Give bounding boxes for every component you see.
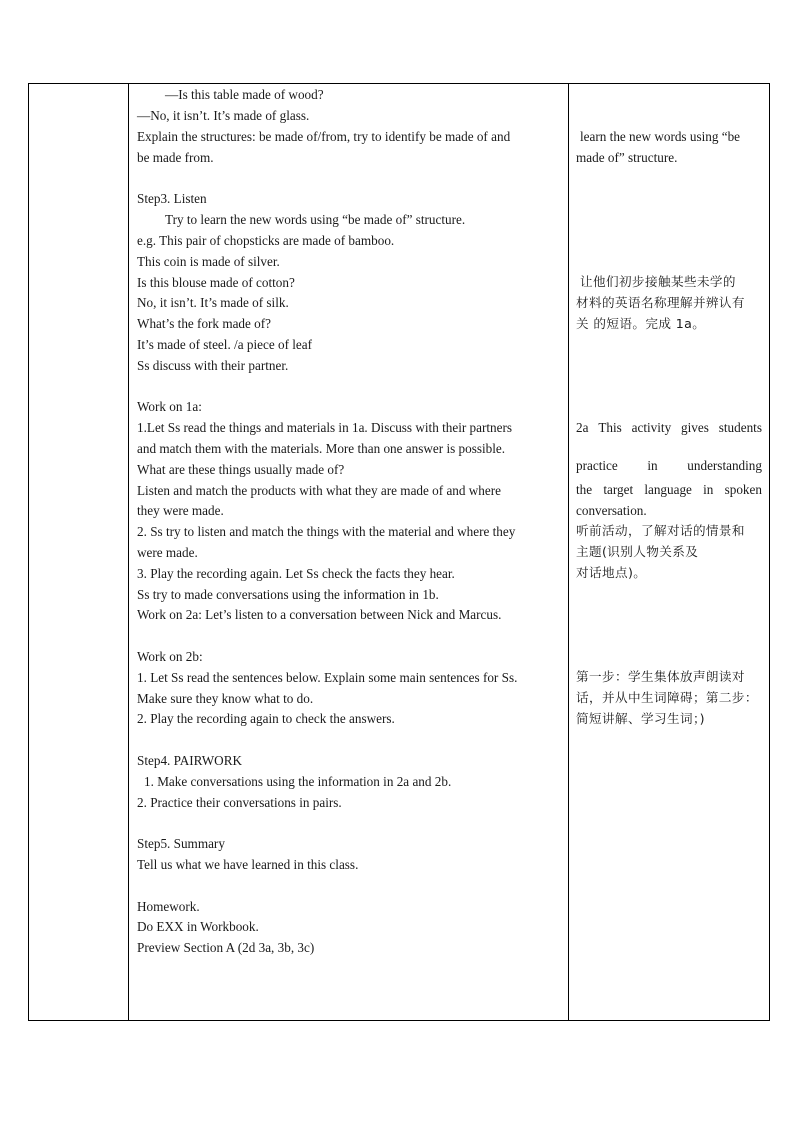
note-line: 关 的短语。完成 1a。: [576, 316, 706, 331]
note-word: practice: [576, 458, 618, 473]
note-word: This: [598, 420, 622, 435]
text-line: What’s the fork made of?: [137, 316, 272, 331]
text-line: Do EXX in Workbook.: [137, 919, 259, 934]
note-word: in: [647, 458, 658, 473]
text-line: Work on 2a: Let’s listen to a conversation between Nick and Marcus.: [137, 607, 502, 622]
text-line: 1.Let Ss read the things and materials in 1a. Discuss with their partners: [137, 420, 513, 435]
text-line: Listen and match the products with what they are made of and where: [137, 483, 501, 498]
note-line: 听前活动，了解对话的情景和: [576, 523, 745, 538]
note-word: in: [703, 482, 714, 497]
note-word: the: [576, 482, 593, 497]
text-line: —No, it isn’t. It’s made of glass.: [137, 108, 310, 123]
note-word: spoken: [724, 482, 762, 497]
text-line: 1. Make conversations using the information in 2a and 2b.: [144, 774, 452, 789]
note-justified-line: [576, 458, 762, 474]
text-line: No, it isn’t. It’s made of silk.: [137, 295, 289, 310]
text-line: Ss discuss with their partner.: [137, 358, 289, 373]
text-line: 3. Play the recording again. Let Ss check the facts they hear.: [137, 566, 455, 581]
text-line: 2. Ss try to listen and match the things with the material and where they: [137, 524, 516, 539]
section-heading: Work on 1a:: [137, 399, 202, 414]
note-line: 材料的英语名称理解并辨认有: [576, 295, 745, 310]
notes-column-cell: [569, 84, 769, 1020]
text-line: Preview Section A (2d 3a, 3b, 3c): [137, 940, 315, 955]
note-word: students: [718, 420, 762, 435]
text-line: —Is this table made of wood?: [165, 87, 324, 102]
note-line: conversation.: [576, 503, 647, 518]
note-justified-line: [576, 482, 762, 498]
note-word: target: [603, 482, 634, 497]
text-line: This coin is made of silver.: [137, 254, 280, 269]
text-line: 1. Let Ss read the sentences below. Explain some main sentences for Ss.: [137, 670, 518, 685]
text-line: they were made.: [137, 503, 224, 518]
lesson-plan-table: [28, 83, 770, 1021]
note-justified-line: [576, 420, 762, 436]
note-line: 对话地点)。: [576, 565, 647, 580]
section-heading: Homework.: [137, 899, 200, 914]
text-line: e.g. This pair of chopsticks are made of bamboo.: [137, 233, 395, 248]
text-line: What are these things usually made of?: [137, 462, 345, 477]
note-word: understanding: [687, 458, 762, 473]
note-line: learn the new words using “be: [580, 129, 741, 144]
note-line: 让他们初步接触某些未学的: [580, 274, 736, 289]
step-heading: Step3. Listen: [137, 191, 207, 206]
note-word: activity: [631, 420, 672, 435]
text-line: and match them with the materials. More than one answer is possible.: [137, 441, 506, 456]
text-line: 2. Play the recording again to check the answers.: [137, 711, 395, 726]
text-line: 2. Practice their conversations in pairs.: [137, 795, 342, 810]
text-line: It’s made of steel. /a piece of leaf: [137, 337, 313, 352]
text-line: Make sure they know what to do.: [137, 691, 314, 706]
note-line: 第一步：学生集体放声朗读对: [576, 669, 745, 684]
step-heading: Step5. Summary: [137, 836, 225, 851]
procedure-column-cell: [129, 84, 569, 1020]
text-line: Is this blouse made of cotton?: [137, 275, 295, 290]
text-line: were made.: [137, 545, 198, 560]
note-word: language: [644, 482, 692, 497]
note-line: 话，并从中生词障碍；第二步：: [576, 690, 758, 705]
note-line: 主题(识别人物关系及: [576, 544, 699, 559]
left-column-cell: [29, 84, 129, 1020]
note-line: 简短讲解、学习生词；): [576, 711, 705, 726]
text-line: be made from.: [137, 150, 214, 165]
text-line: Tell us what we have learned in this class.: [137, 857, 359, 872]
note-line: made of” structure.: [576, 150, 678, 165]
text-line: Try to learn the new words using “be made of” structure.: [165, 212, 466, 227]
text-line: Explain the structures: be made of/from, try to identify be made of and: [137, 129, 511, 144]
section-heading: Work on 2b:: [137, 649, 203, 664]
step-heading: Step4. PAIRWORK: [137, 753, 243, 768]
note-word: 2a: [576, 420, 589, 435]
text-line: Ss try to made conversations using the information in 1b.: [137, 587, 439, 602]
note-word: gives: [681, 420, 709, 435]
